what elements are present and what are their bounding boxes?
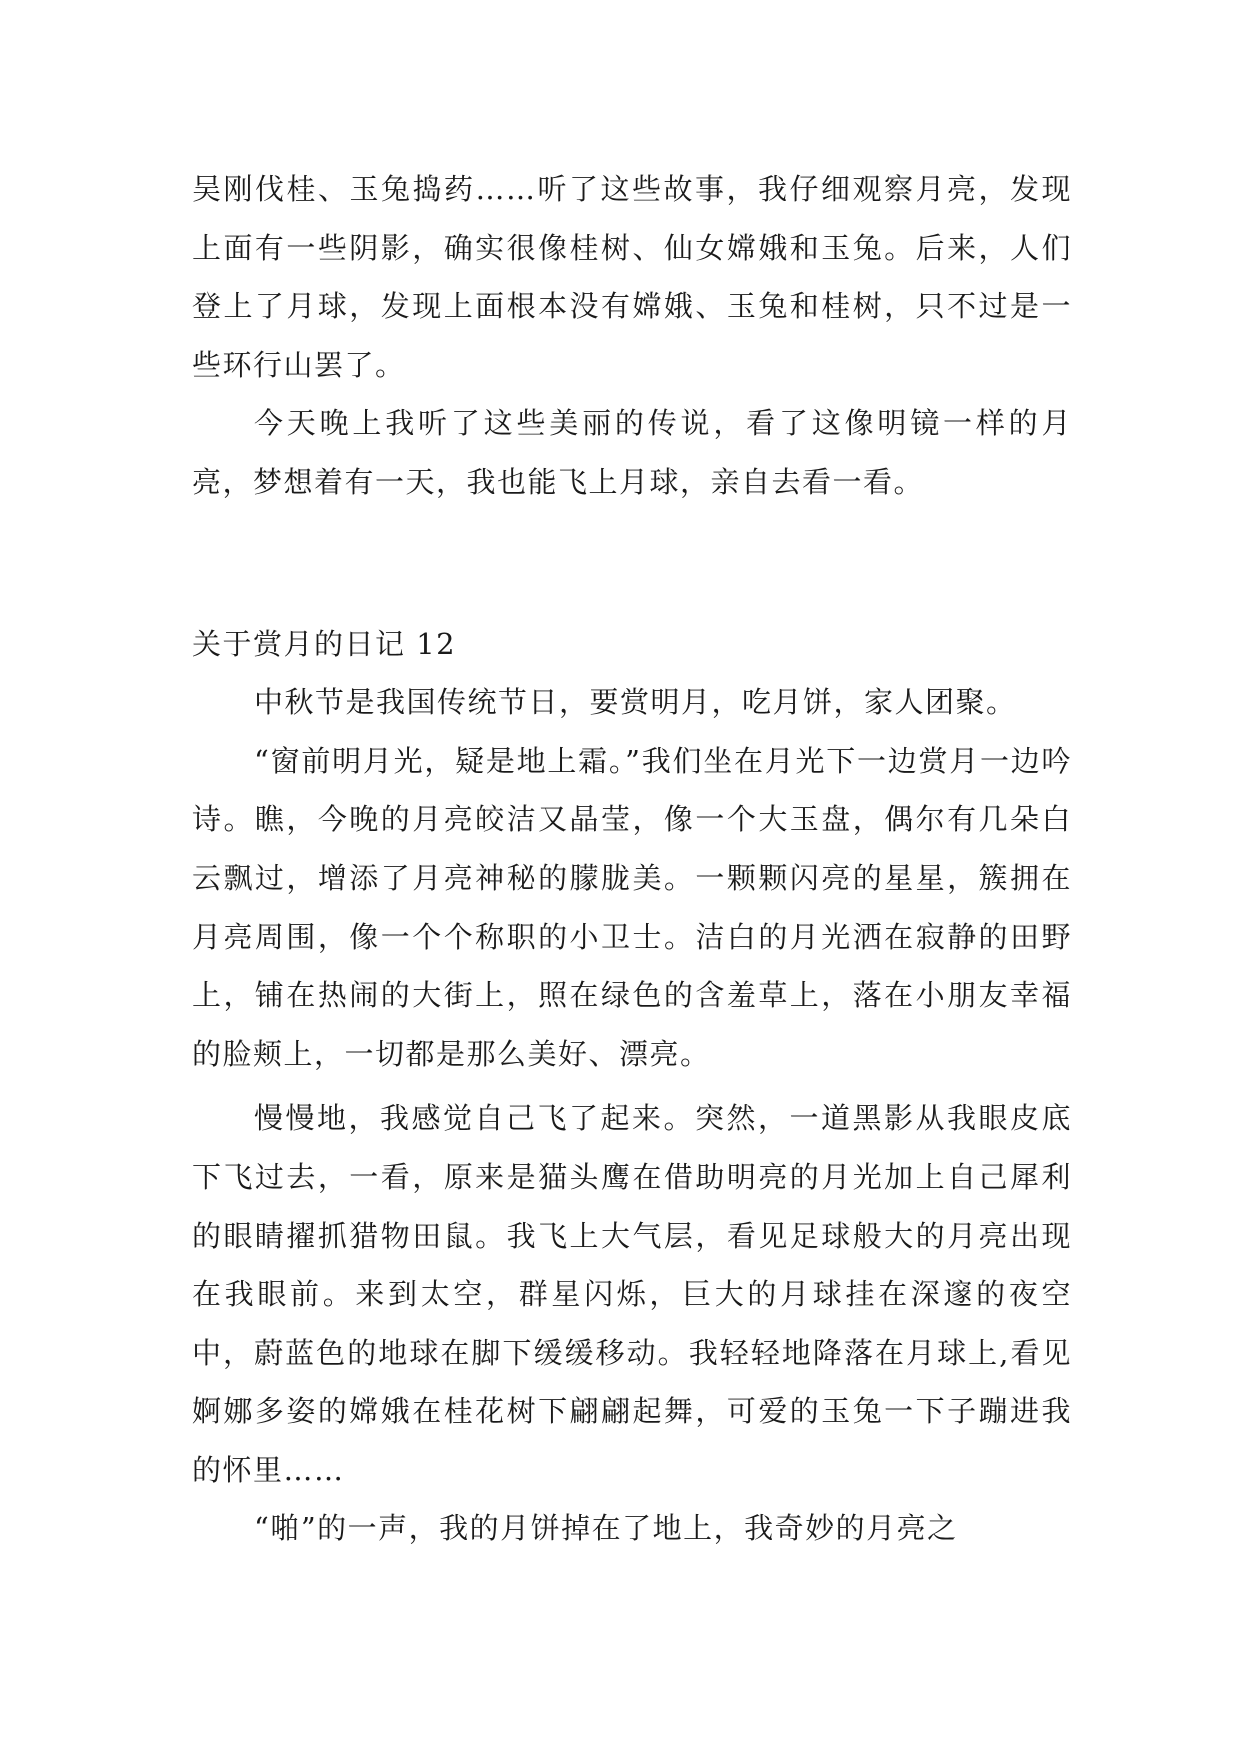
section-title: 关于赏月的日记 12: [192, 626, 457, 661]
paragraph-intro: 中秋节是我国传统节日，要赏明月，吃月饼，家人团聚。: [254, 685, 1017, 720]
section-spacer: [192, 512, 1072, 615]
document-body: [192, 160, 1072, 1558]
paragraph-ending: “啪”的一声，我的月饼掉在了地上，我奇妙的月亮之: [254, 1511, 958, 1546]
paragraph-moonlight: “窗前明月光，疑是地上霜。”我们坐在月光下一边赏月一边吟诗。瞧，今晚的月亮皎洁又晶莹，像一个大玉盘，偶尔有几朵白云飘过，增添了月亮神秘的朦胧美。一颗颗闪亮的星星，簇拥在月亮周围，像一个个称职的小卫士。洁白的月光洒在寂静的田野上，铺在热闹的大街上，照在绿色的含羞草上，落在小朋友幸福的脸颊上，一切都是那么美好、漂亮。: [192, 743, 1072, 1071]
paragraph-continuation: 吴刚伐桂、玉兔捣药……听了这些故事，我仔细观察月亮，发现上面有一些阴影，确实很像桂树、仙女嫦娥和玉兔。后来，人们登上了月球，发现上面根本没有嫦娥、玉兔和桂树，只不过是一些环行山罢了。: [192, 172, 1072, 382]
paragraph-dream: 今天晚上我听了这些美丽的传说，看了这像明镜一样的月亮，梦想着有一天，我也能飞上月球，亲自去看一看。: [192, 406, 1072, 499]
paragraph-flight: 慢慢地，我感觉自己飞了起来。突然，一道黑影从我眼皮底下飞过去，一看，原来是猫头鹰在借助明亮的月光加上自己犀利的眼睛擢抓猎物田鼠。我飞上大气层，看见足球般大的月亮出现在我眼前。来到太空，群星闪烁，巨大的月球挂在深邃的夜空中，蔚蓝色的地球在脚下缓缓移动。我轻轻地降落在月球上,看见婀娜多姿的嫦娥在桂花树下翩翩起舞，可爱的玉兔一下子蹦进我的怀里……: [192, 1101, 1072, 1487]
